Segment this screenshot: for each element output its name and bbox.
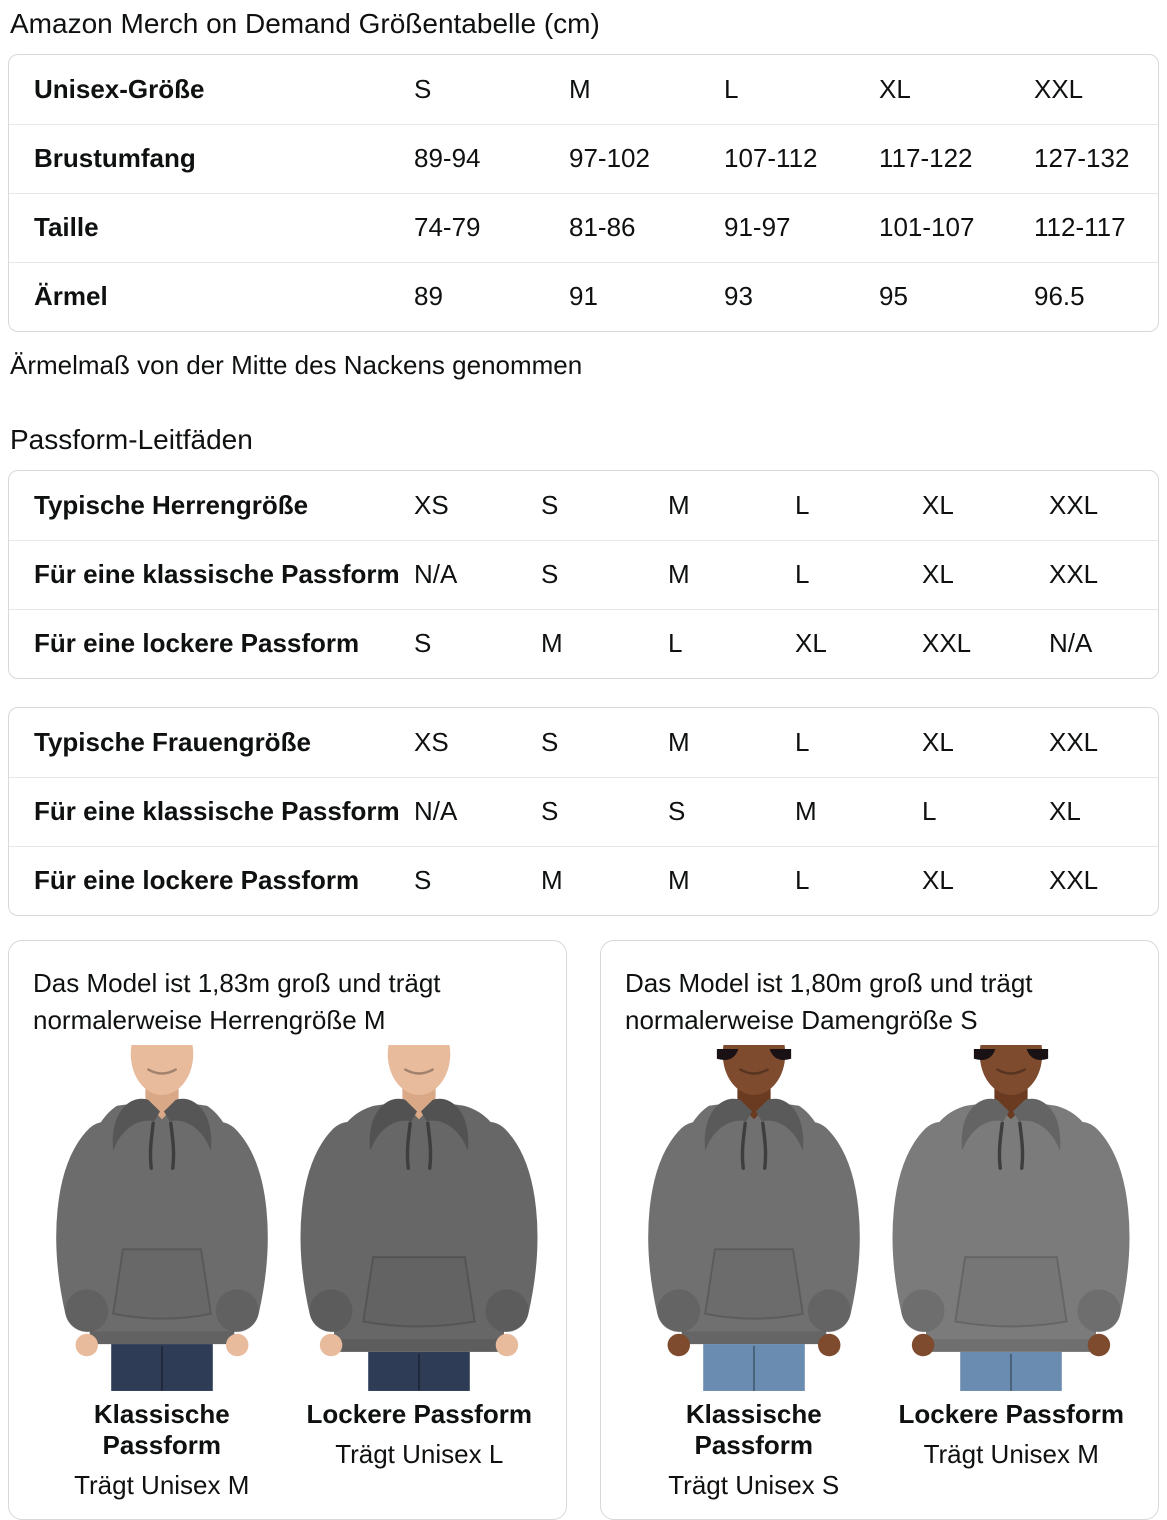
size-value: 117-122	[879, 143, 973, 174]
size-value: L	[795, 726, 810, 757]
size-value: 127-132	[1034, 143, 1130, 174]
model-figure-male-loose	[291, 1045, 549, 1501]
size-value: M	[668, 726, 690, 757]
row-label: Ärmel	[34, 281, 108, 312]
size-value: L	[795, 489, 810, 520]
size-value: L	[922, 796, 937, 827]
size-value: L	[795, 865, 810, 896]
size-value: XXL	[1034, 73, 1084, 104]
unisex-size-table	[8, 54, 1159, 332]
model-figures	[33, 1045, 548, 1501]
table-row	[9, 55, 1158, 124]
size-value: N/A	[414, 796, 458, 827]
size-value: XXL	[922, 628, 972, 659]
table-row	[9, 609, 1158, 678]
worn-size-caption: Trägt Unisex L	[335, 1438, 504, 1469]
size-value: 93	[724, 281, 753, 312]
size-value: S	[541, 726, 559, 757]
size-value: 101-107	[879, 212, 975, 243]
size-value: 112-117	[1034, 212, 1126, 243]
row-label: Brustumfang	[34, 143, 196, 174]
men-fit-table	[8, 470, 1159, 679]
hoodie-model-photo	[292, 1045, 546, 1395]
table-row	[9, 777, 1158, 846]
women-model-card	[600, 940, 1159, 1520]
fit-caption: Lockere Passform	[306, 1398, 532, 1429]
row-label: Für eine lockere Passform	[34, 628, 360, 659]
size-value: XXL	[1049, 559, 1099, 590]
size-value: M	[569, 73, 591, 104]
size-value: XXL	[1049, 489, 1099, 520]
men-model-card	[8, 940, 567, 1520]
size-value: XS	[414, 726, 449, 757]
size-value: L	[795, 559, 810, 590]
row-label: Für eine klassische Passform	[34, 559, 400, 590]
size-value: M	[668, 865, 690, 896]
table-row	[9, 193, 1158, 262]
size-value: XL	[922, 489, 954, 520]
row-label: Typische Frauengröße	[34, 726, 311, 757]
fit-caption: Lockere Passform	[898, 1398, 1124, 1429]
size-value: XL	[922, 865, 954, 896]
size-value: S	[541, 796, 559, 827]
size-value: 91-97	[724, 212, 791, 243]
size-value: 91	[569, 281, 598, 312]
size-value: S	[414, 628, 432, 659]
size-value: XS	[414, 489, 449, 520]
row-label: Typische Herrengröße	[34, 489, 309, 520]
table-row	[9, 124, 1158, 193]
size-value: N/A	[1049, 628, 1093, 659]
size-value: S	[541, 489, 559, 520]
women-fit-table	[8, 707, 1159, 916]
size-value: L	[724, 73, 739, 104]
size-value: S	[668, 796, 686, 827]
model-figure-male-classic	[33, 1045, 291, 1501]
row-label: Taille	[34, 212, 99, 243]
model-cards	[8, 940, 1159, 1520]
size-value: XXL	[1049, 726, 1099, 757]
table-row	[9, 471, 1158, 540]
fit-caption: Klassische Passform	[685, 1398, 822, 1460]
table-row	[9, 846, 1158, 915]
size-value: 96.5	[1034, 281, 1085, 312]
size-value: 89-94	[414, 143, 481, 174]
size-value: 89	[414, 281, 443, 312]
hoodie-model-photo	[35, 1045, 289, 1395]
size-value: M	[668, 559, 690, 590]
size-value: 95	[879, 281, 908, 312]
size-value: XL	[879, 73, 911, 104]
size-value: S	[414, 865, 432, 896]
fit-caption: Klassische Passform	[93, 1398, 230, 1460]
table-row	[9, 708, 1158, 777]
sleeve-measure-note: Ärmelmaß von der Mitte des Nackens genommen	[10, 349, 583, 380]
row-label: Für eine lockere Passform	[34, 865, 360, 896]
size-value: M	[795, 796, 817, 827]
hoodie-model-photo	[884, 1045, 1138, 1395]
size-value: M	[541, 628, 563, 659]
size-value: XL	[1049, 796, 1081, 827]
table-row	[9, 262, 1158, 331]
size-value: M	[541, 865, 563, 896]
size-value: XL	[922, 726, 954, 757]
size-value: XL	[795, 628, 827, 659]
size-value: S	[414, 73, 432, 104]
model-figure-female-classic	[625, 1045, 883, 1501]
page-title: Amazon Merch on Demand Größentabelle (cm)	[10, 8, 600, 39]
worn-size-caption: Trägt Unisex M	[923, 1438, 1099, 1469]
size-value: L	[668, 628, 683, 659]
size-value: XL	[922, 559, 954, 590]
worn-size-caption: Trägt Unisex M	[74, 1469, 250, 1500]
row-label: Unisex-Größe	[34, 73, 205, 104]
hoodie-model-photo	[627, 1045, 881, 1395]
size-value: 107-112	[724, 143, 818, 174]
size-value: XXL	[1049, 865, 1099, 896]
size-value: 97-102	[569, 143, 650, 174]
model-figures	[625, 1045, 1140, 1501]
row-label: Für eine klassische Passform	[34, 796, 400, 827]
worn-size-caption: Trägt Unisex S	[668, 1469, 840, 1500]
model-description: Das Model ist 1,80m groß und trägt normalerweise Damengröße S	[625, 967, 1033, 1035]
fit-guides-heading: Passform-Leitfäden	[10, 424, 253, 456]
size-value: S	[541, 559, 559, 590]
table-row	[9, 540, 1158, 609]
size-value: 81-86	[569, 212, 636, 243]
size-value: 74-79	[414, 212, 481, 243]
model-figure-female-loose	[883, 1045, 1141, 1501]
size-value: M	[668, 489, 690, 520]
size-value: N/A	[414, 559, 458, 590]
model-description: Das Model ist 1,83m groß und trägt normalerweise Herrengröße M	[33, 967, 441, 1035]
